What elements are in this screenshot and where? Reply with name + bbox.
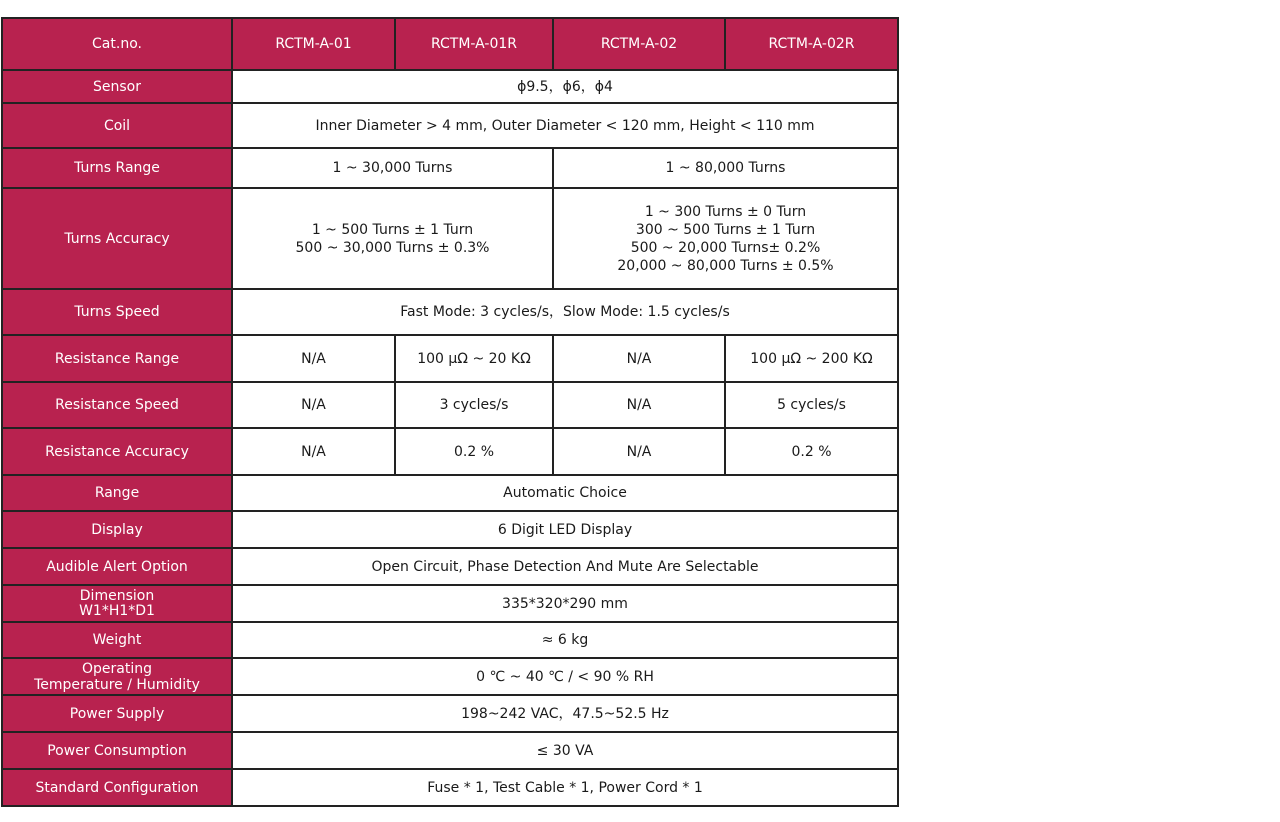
table-row-resistance-speed: [2, 382, 898, 428]
turns-speed-value: Fast Mode: 3 cycles/s，Slow Mode: 1.5 cycles/s: [232, 289, 898, 335]
table-row-sensor: [2, 70, 898, 103]
dimension-value: 335*320*290 mm: [232, 585, 898, 622]
resistance-accuracy-01r: 0.2 %: [395, 428, 553, 475]
table-row-power-consumption: [2, 732, 898, 769]
resistance-accuracy-01: N/A: [232, 428, 395, 475]
resistance-speed-02: N/A: [553, 382, 725, 428]
resistance-range-02r: 100 μΩ ~ 200 KΩ: [725, 335, 898, 382]
table-row-catno: [2, 18, 898, 70]
display-value: 6 Digit LED Display: [232, 511, 898, 548]
power-consumption-value: ≤ 30 VA: [232, 732, 898, 769]
table-row-resistance-range: [2, 335, 898, 382]
turns-accuracy-right: 1 ~ 300 Turns ± 0 Turn 300 ~ 500 Turns ± 1 Turn 500 ~ 20,000 Turns± 0.2% 20,000 ~ 80,000 Turns ± 0.5%: [553, 188, 898, 289]
turns-speed-label: Turns Speed: [2, 289, 232, 335]
turns-range-left: 1 ~ 30,000 Turns: [232, 148, 553, 188]
table-row-standard-configuration: [2, 769, 898, 806]
resistance-accuracy-02: N/A: [553, 428, 725, 475]
table-row-turns-range: [2, 148, 898, 188]
turns-accuracy-label: Turns Accuracy: [2, 188, 232, 289]
resistance-range-label: Resistance Range: [2, 335, 232, 382]
resistance-speed-01: N/A: [232, 382, 395, 428]
resistance-range-01r: 100 μΩ ~ 20 KΩ: [395, 335, 553, 382]
resistance-speed-label: Resistance Speed: [2, 382, 232, 428]
sensor-label: Sensor: [2, 70, 232, 103]
header-label: Cat.no.: [2, 18, 232, 70]
model-rctm-a-01: RCTM-A-01: [232, 18, 395, 70]
table-row-turns-speed: [2, 289, 898, 335]
resistance-speed-01r: 3 cycles/s: [395, 382, 553, 428]
turns-range-right: 1 ~ 80,000 Turns: [553, 148, 898, 188]
range-value: Automatic Choice: [232, 475, 898, 511]
spec-table: [1, 17, 899, 807]
turns-accuracy-left: 1 ~ 500 Turns ± 1 Turn 500 ~ 30,000 Turns ± 0.3%: [232, 188, 553, 289]
operating-label: Operating Temperature / Humidity: [2, 658, 232, 695]
audible-alert-label: Audible Alert Option: [2, 548, 232, 585]
weight-label: Weight: [2, 622, 232, 658]
model-rctm-a-02: RCTM-A-02: [553, 18, 725, 70]
resistance-speed-02r: 5 cycles/s: [725, 382, 898, 428]
operating-value: 0 ℃ ~ 40 ℃ / < 90 % RH: [232, 658, 898, 695]
power-supply-label: Power Supply: [2, 695, 232, 732]
table-row-operating: [2, 658, 898, 695]
resistance-accuracy-02r: 0.2 %: [725, 428, 898, 475]
power-consumption-label: Power Consumption: [2, 732, 232, 769]
model-rctm-a-01r: RCTM-A-01R: [395, 18, 553, 70]
turns-range-label: Turns Range: [2, 148, 232, 188]
table-row-turns-accuracy: [2, 188, 898, 289]
table-row-resistance-accuracy: [2, 428, 898, 475]
coil-label: Coil: [2, 103, 232, 148]
range-label: Range: [2, 475, 232, 511]
weight-value: ≈ 6 kg: [232, 622, 898, 658]
display-label: Display: [2, 511, 232, 548]
table-row-coil: [2, 103, 898, 148]
model-rctm-a-02r: RCTM-A-02R: [725, 18, 898, 70]
standard-configuration-label: Standard Configuration: [2, 769, 232, 806]
power-supply-value: 198~242 VAC，47.5~52.5 Hz: [232, 695, 898, 732]
table-row-power-supply: [2, 695, 898, 732]
resistance-range-01: N/A: [232, 335, 395, 382]
audible-alert-value: Open Circuit, Phase Detection And Mute Are Selectable: [232, 548, 898, 585]
table-row-weight: [2, 622, 898, 658]
table-row-audible-alert: [2, 548, 898, 585]
table-row-display: [2, 511, 898, 548]
sensor-value: ϕ9.5，ϕ6，ϕ4: [232, 70, 898, 103]
coil-value: Inner Diameter > 4 mm, Outer Diameter < 120 mm, Height < 110 mm: [232, 103, 898, 148]
standard-configuration-value: Fuse * 1, Test Cable * 1, Power Cord * 1: [232, 769, 898, 806]
resistance-accuracy-label: Resistance Accuracy: [2, 428, 232, 475]
table-row-range: [2, 475, 898, 511]
dimension-label: Dimension W1*H1*D1: [2, 585, 232, 622]
resistance-range-02: N/A: [553, 335, 725, 382]
table-row-dimension: [2, 585, 898, 622]
